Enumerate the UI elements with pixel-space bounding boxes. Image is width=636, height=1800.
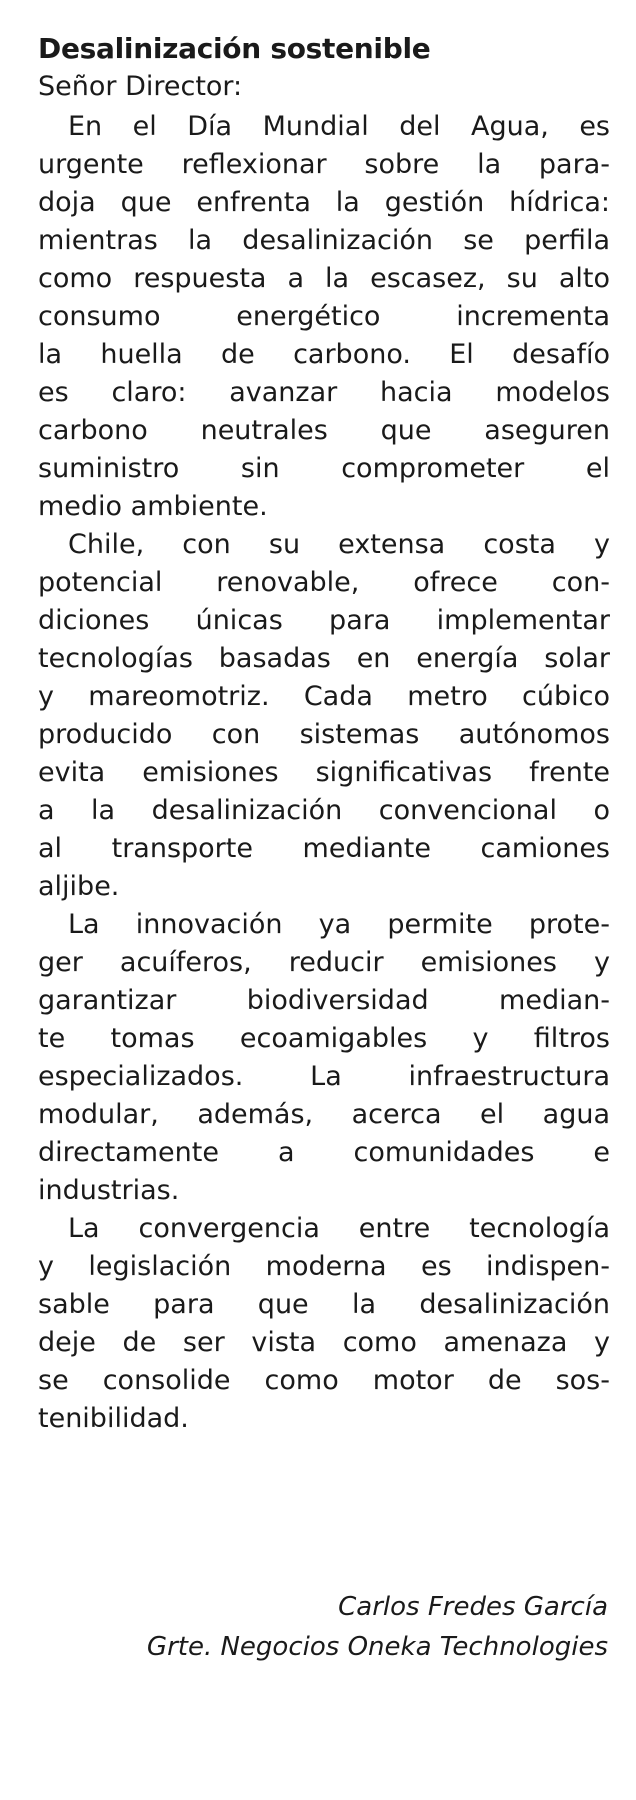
paragraph-line: ger acuíferos, reducir emisiones y [38,947,610,978]
paragraph-line: potencial renovable, ofrece con- [38,567,610,598]
paragraph-line: consumo energético incrementa [38,301,610,332]
paragraph-line: como respuesta a la escasez, su alto [38,263,610,294]
paragraph-line: tecnologías basadas en energía solar [38,643,610,674]
paragraph-line: Chile, con su extensa costa y [68,529,610,560]
paragraph-line: garantizar biodiversidad median- [38,985,610,1016]
paragraph-line: urgente reflexionar sobre la para- [38,149,610,180]
signature-name: Carlos Fredes García [338,1592,608,1622]
paragraph-line: deje de ser vista como amenaza y [38,1327,610,1358]
salutation: Señor Director: [38,71,243,102]
headline: Desalinización sostenible [38,32,431,65]
paragraph [38,1210,610,1438]
paragraph-line: directamente a comunidades e [38,1137,610,1168]
paragraph-line: medio ambiente. [38,491,268,522]
paragraph-line: evita emisiones significativas frente [38,757,610,788]
paragraph-line: es claro: avanzar hacia modelos [38,377,610,408]
paragraph-line: se consolide como motor de sos- [38,1365,610,1396]
paragraph [38,906,610,1210]
letter-to-editor [38,30,610,1438]
paragraph-line: y mareomotriz. Cada metro cúbico [38,681,610,712]
paragraph-line: a la desalinización convencional o [38,795,610,826]
paragraph-line: especializados. La infraestructura [38,1061,610,1092]
paragraph-line: mientras la desalinización se perfila [38,225,610,256]
paragraph-line: al transporte mediante camiones [38,833,610,864]
paragraph-line: carbono neutrales que aseguren [38,415,610,446]
paragraph-line: te tomas ecoamigables y filtros [38,1023,610,1054]
paragraph-line: En el Día Mundial del Agua, es [68,111,610,142]
paragraph [38,108,610,526]
paragraph-line: La convergencia entre tecnología [68,1213,610,1244]
signature-title: Grte. Negocios Oneka Technologies [146,1632,608,1662]
paragraph-line: diciones únicas para implementar [38,605,610,636]
paragraph-line: La innovación ya permite prote- [68,909,610,940]
paragraph-line: la huella de carbono. El desafío [38,339,610,370]
paragraph-line: doja que enfrenta la gestión hídrica: [38,187,610,218]
paragraph-line: suministro sin comprometer el [38,453,610,484]
paragraph [38,526,610,906]
signature-block [147,1587,608,1667]
letter-body [38,108,610,1438]
paragraph-line: modular, además, acerca el agua [38,1099,610,1130]
paragraph-line: y legislación moderna es indispen- [38,1251,610,1282]
paragraph-line: aljibe. [38,871,120,902]
paragraph-line: sable para que la desalinización [38,1289,610,1320]
paragraph-line: producido con sistemas autónomos [38,719,610,750]
paragraph-line: industrias. [38,1175,180,1206]
paragraph-line: tenibilidad. [38,1403,189,1434]
